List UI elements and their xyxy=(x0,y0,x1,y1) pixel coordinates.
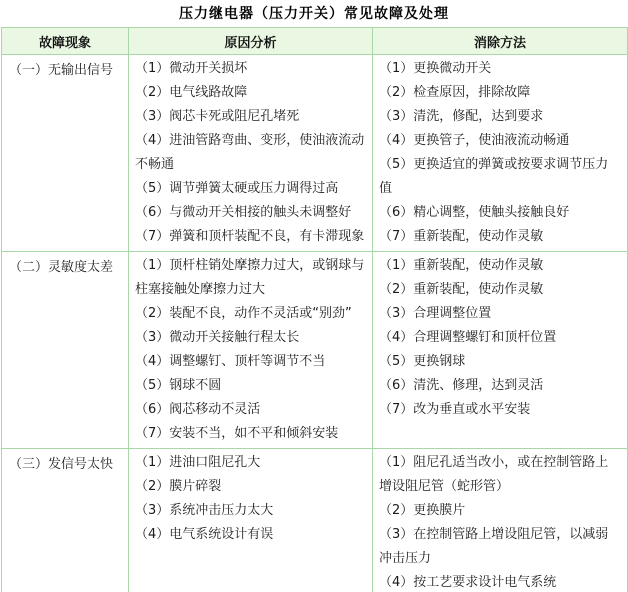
phenomenon-cell: （一）无输出信号 xyxy=(2,55,129,252)
phenomenon-cell: （二）灵敏度太差 xyxy=(2,252,129,449)
remedy-item: （3）在控制管路上增设阻尼管，以减弱冲击压力 xyxy=(379,527,609,566)
remedy-item: （3）清洗，修配，达到要求 xyxy=(379,109,544,124)
remedy-item: （3）合理调整位置 xyxy=(379,306,492,321)
remedy-item: （2）重新装配，使动作灵敏 xyxy=(379,282,544,297)
cause-item: （3）微动开关接触行程太长 xyxy=(135,330,300,345)
remedies-cell xyxy=(373,55,628,252)
table-row xyxy=(2,252,628,449)
remedy-item: （5）更换适宜的弹簧或按要求调节压力值 xyxy=(379,157,609,196)
cause-item: （6）阀芯移动不灵活 xyxy=(135,402,261,417)
phenomenon-cell: （三）发信号太快 xyxy=(2,449,129,592)
remedy-item: （2）检查原因，排除故障 xyxy=(379,85,531,100)
cause-item: （4）电气系统设计有误 xyxy=(135,527,274,542)
remedy-item: （6）清洗、修理，达到灵活 xyxy=(379,378,544,393)
cause-item: （5）调节弹簧太硬或压力调得过高 xyxy=(135,181,339,196)
remedy-item: （4）按工艺要求设计电气系统 xyxy=(379,575,557,590)
header-row xyxy=(2,28,628,55)
remedy-item: （1）阻尼孔适当改小，或在控制管路上增设阻尼管（蛇形管） xyxy=(379,455,609,494)
remedy-item: （4）更换管子，使油液流动畅通 xyxy=(379,133,570,148)
cause-item: （4）进油管路弯曲、变形，使油液流动不畅通 xyxy=(135,133,365,172)
col-header-remedy: 消除方法 xyxy=(373,28,628,55)
cause-item: （1）顶杆柱销处摩擦力过大，或钢球与柱塞接触处摩擦力过大 xyxy=(135,258,365,297)
cause-item: （2）膜片碎裂 xyxy=(135,479,222,494)
cause-item: （4）调整螺钉、顶杆等调节不当 xyxy=(135,354,326,369)
cause-item: （6）与微动开关相接的触头未调整好 xyxy=(135,205,352,220)
remedy-item: （5）更换钢球 xyxy=(379,354,466,369)
remedy-item: （2）更换膜片 xyxy=(379,503,466,518)
cause-item: （2）装配不良，动作不灵活或“别劲” xyxy=(135,306,352,321)
remedy-item: （1）更换微动开关 xyxy=(379,61,492,76)
cause-item: （3）系统冲击压力太大 xyxy=(135,503,274,518)
col-header-cause: 原因分析 xyxy=(129,28,373,55)
remedy-item: （6）精心调整，使触头接触良好 xyxy=(379,205,570,220)
cause-item: （5）钢球不圆 xyxy=(135,378,222,393)
page-title: 压力继电器（压力开关）常见故障及处理 xyxy=(179,6,449,22)
cause-item: （3）阀芯卡死或阻尼孔堵死 xyxy=(135,109,300,124)
causes-cell xyxy=(129,55,373,252)
remedy-item: （4）合理调整螺钉和顶杆位置 xyxy=(379,330,557,345)
remedy-item: （7）改为垂直或水平安装 xyxy=(379,402,531,417)
remedies-cell xyxy=(373,252,628,449)
cause-item: （7）弹簧和顶杆装配不良，有卡滞现象 xyxy=(135,229,365,244)
remedy-item: （7）重新装配，使动作灵敏 xyxy=(379,229,544,244)
col-header-phenomenon: 故障现象 xyxy=(2,28,129,55)
table-row xyxy=(2,449,628,592)
cause-item: （1）微动开关损坏 xyxy=(135,61,248,76)
cause-item: （7）安装不当，如不平和倾斜安装 xyxy=(135,426,339,441)
table-row xyxy=(2,55,628,252)
fault-table xyxy=(1,27,628,592)
causes-cell xyxy=(129,449,373,592)
remedies-cell xyxy=(373,449,628,592)
cause-item: （2）电气线路故障 xyxy=(135,85,248,100)
causes-cell xyxy=(129,252,373,449)
remedy-item: （1）重新装配，使动作灵敏 xyxy=(379,258,544,273)
cause-item: （1）进油口阻尼孔大 xyxy=(135,455,261,470)
